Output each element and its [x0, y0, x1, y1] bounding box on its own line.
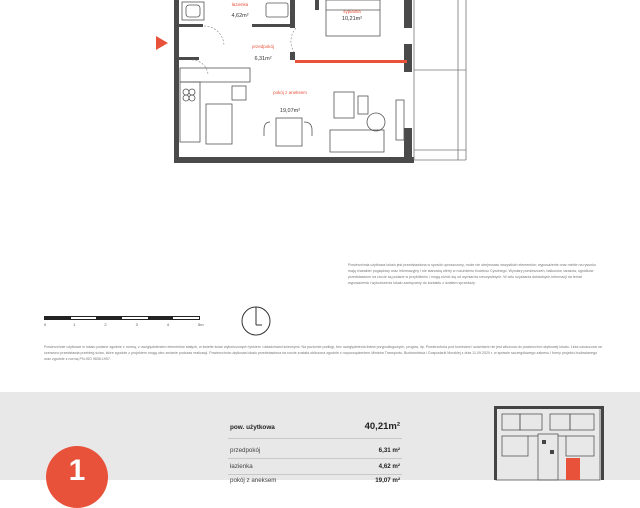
- usable-area-value: 40,21m²: [364, 421, 400, 432]
- scale-tick-label: 3: [135, 322, 138, 327]
- scale-tick-label: 4: [166, 322, 170, 327]
- building-keyplan: [494, 406, 604, 480]
- scale-segment: [173, 317, 199, 319]
- room-row: [228, 477, 402, 489]
- room-area-living: 19,07m²: [279, 108, 301, 114]
- row-divider: [228, 458, 402, 459]
- scale-segment: [122, 317, 148, 319]
- entrance-arrow: [156, 36, 168, 50]
- plan-walls: [174, 0, 414, 163]
- room-row-value: 6,31 m²: [378, 447, 400, 454]
- room-row-value: 4,62 m²: [378, 463, 400, 470]
- north-compass-icon: [240, 305, 272, 337]
- row-divider: [228, 474, 402, 475]
- room-area-bedroom: 10,21m²: [341, 16, 363, 22]
- living-furniture: [330, 92, 404, 152]
- keyplan-unit-highlight: [566, 458, 580, 480]
- scale-segment: [45, 317, 71, 319]
- room-label-hallway: przedpokój: [251, 44, 275, 49]
- scale-tick-label: 0: [44, 322, 47, 327]
- scale-segment: [71, 317, 97, 319]
- usable-area-row: [228, 421, 402, 436]
- room-labels: [231, 2, 362, 114]
- scale-ticks: [44, 320, 204, 328]
- room-row-value: 19,07 m²: [375, 477, 400, 484]
- scale-tick-label: 2: [104, 322, 107, 327]
- room-area-hallway: 6,31m²: [254, 56, 272, 62]
- unit-number-badge: [46, 446, 108, 508]
- room-row-label: przedpokój: [230, 447, 261, 454]
- usable-area-label: pow. użytkowa: [230, 424, 275, 431]
- dining-table: [264, 118, 312, 146]
- scale-tick-label: 5m: [198, 322, 204, 327]
- room-label-bedroom: sypialnia: [343, 9, 361, 14]
- scale-segment: [148, 317, 174, 319]
- disclaimer-note: Powierzchnia użytkowa lokalu jest przedstawiona w sposób uproszczony, może nie obejmować wszystkich elementów; wyposażenie oraz meble na rysunku mają charakter poglądowy oraz informacyjny i nie stanowią oferty w rozumieniu Kodeksu Cywilnego. Wymiary pomieszczeń, balkonów, tarasów, ogródków przedstawione na rzucie są podane w przybliżeniu i mogą różnić się od wymiarów rzeczywistych. W celu uzyskania dokładnych informacji na temat wyposażenia i wykończenia lokalu zachęcamy do kontaktu z działem sprzedaży.: [348, 263, 597, 285]
- balcony: [414, 0, 466, 160]
- room-row-label: łazienka: [230, 463, 253, 470]
- kitchen: [180, 68, 250, 144]
- unit-info-panel: [0, 392, 640, 487]
- door-swings: [192, 26, 296, 74]
- scale-segment: [96, 317, 122, 319]
- room-label-living: pokój z aneksem: [273, 90, 307, 95]
- scale-tick-label: 1: [73, 322, 76, 327]
- partition-line: [295, 60, 407, 63]
- area-calculation-note: Powierzchnie użytkowe w lokalu podane zgodnie z normą, z uwzględnieniem elementów stałych, w świetle ścian wykończonych tynkiem i okładzinami ściennymi. Na poziomie podłogi, bez uwzględnienia listew przypodłogowych, progów, itp. Powierzchnia pod kominami i szachtami nie jest wliczona do powierzchni użytkowej lokalu. Linia oznaczona na czerwono przedstawia przebieg ścian, które zgodnie z projektem mogą ulec zmianie podczas realizacji. Powierzchnia użytkowa lokalu przedstawiona na rzucie została obliczona zgodnie z rozporządzeniem Ministra Transportu, Budownictwa i Gospodarki Morskiej z dnia 11.09.2020 r. w sprawie szczegółowego zakresu i formy projektu budowlanego oraz zgodnie z normą PN-ISO 9836:1997.: [44, 345, 602, 361]
- room-area-bathroom: 4,62m²: [231, 13, 249, 19]
- scale-bar: [44, 316, 204, 328]
- room-row-label: pokój z aneksem: [230, 477, 277, 484]
- unit-number: 1: [68, 454, 86, 487]
- room-label-bathroom: łazienka: [231, 2, 249, 7]
- floor-plan: [0, 0, 640, 175]
- row-divider: [228, 438, 402, 439]
